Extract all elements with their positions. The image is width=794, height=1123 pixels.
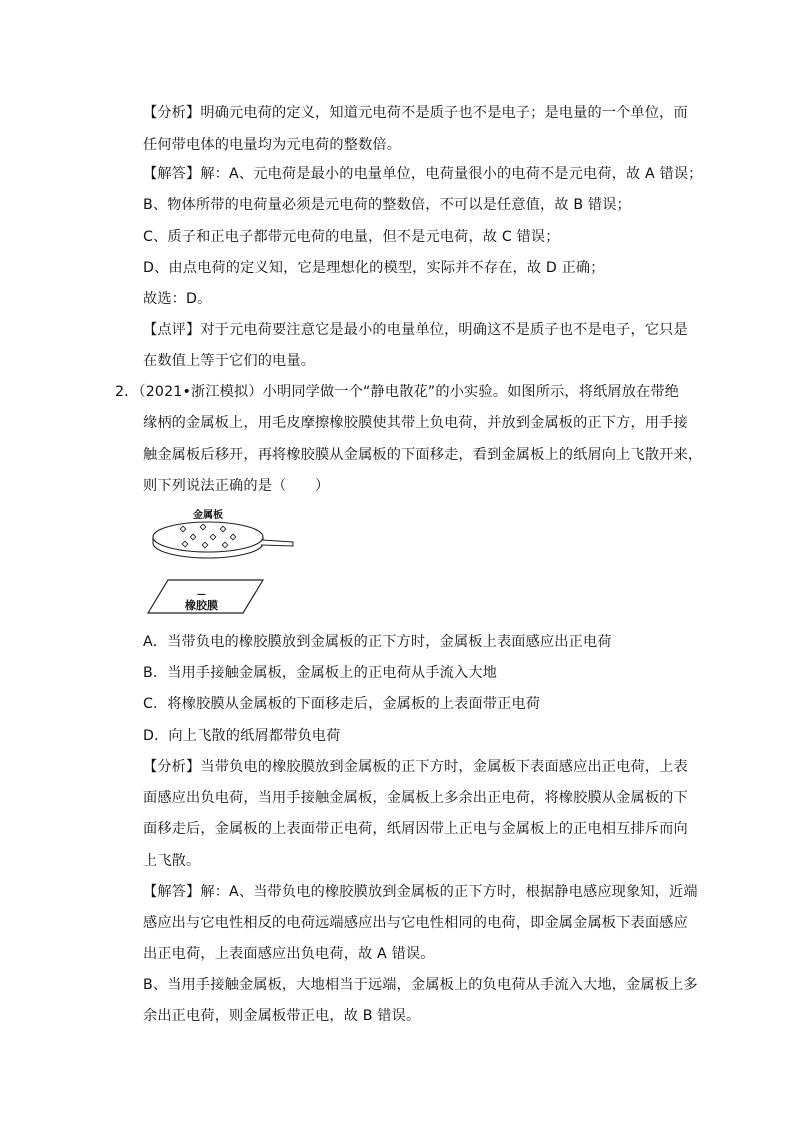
q2-answer-line-5: 余出正电荷，则金属板带正电，故 B 错误。 <box>143 1008 421 1024</box>
analysis-line-1: 【分析】明确元电荷的定义，知道元电荷不是质子也不是电子；是电量的一个单位，而 <box>143 105 688 121</box>
answer-line-1: 【解答】解：A、元电荷是最小的电量单位，电荷量很小的电荷不是元电荷，故 A 错误； <box>143 166 703 182</box>
answer-line-4: D、由点电荷的定义知，它是理想化的模型，实际并不存在，故 D 正确； <box>143 260 605 276</box>
q2-answer-line-2: 感应出与它电性相反的电荷远端感应出与它电性相同的电荷，即金属金属板下表面感应 <box>143 915 688 931</box>
option-a: A．当带负电的橡胶膜放到金属板的正下方时，金属板上表面感应出正电荷 <box>143 634 612 650</box>
option-b: B．当用手接触金属板，金属板上的正电荷从手流入大地 <box>143 665 497 681</box>
film-charge-sign: — <box>197 590 206 600</box>
answer-line-5: 故选：D。 <box>143 291 212 307</box>
question-stem-line-1: 2．（2021•浙江模拟）小明同学做一个“静电散花”的小实验。如图所示，将纸屑放在带绝 <box>115 384 680 400</box>
metal-plate <box>153 522 263 552</box>
question-stem-line-4: 则下列说法正确的是（ ） <box>143 478 330 494</box>
answer-line-2: B、物体所带的电荷量必须是元电荷的整数倍，不可以是任意值，故 B 错误； <box>143 197 631 213</box>
film-label: 橡胶膜 <box>185 599 218 612</box>
experiment-figure <box>143 505 301 617</box>
q2-analysis-line-3: 面移走后，金属板的上表面带正电荷，纸屑因带上正电与金属板上的正电相互排斥而向 <box>143 821 688 837</box>
comment-line-2: 在数值上等于它们的电量。 <box>143 353 316 369</box>
comment-line-1: 【点评】对于元电荷要注意它是最小的电量单位，明确这不是质子也不是电子，它只是 <box>143 322 688 338</box>
insulated-handle <box>261 540 293 546</box>
option-c: C．将橡胶膜从金属板的下面移走后，金属板的上表面带正电荷 <box>143 696 541 712</box>
q2-answer-line-1: 【解答】解：A、当带负电的橡胶膜放到金属板的正下方时，根据静电感应现象知，近端 <box>143 884 698 900</box>
q2-analysis-line-1: 【分析】当带负电的橡胶膜放到金属板的正下方时，金属板下表面感应出正电荷，上表 <box>143 759 688 775</box>
plate-label: 金属板 <box>193 510 223 521</box>
q2-answer-line-3: 出正电荷，上表面感应出负电荷，故 A 错误。 <box>143 946 435 962</box>
q2-analysis-line-4: 上飞散。 <box>143 853 201 869</box>
q2-analysis-line-2: 面感应出负电荷，当用手接触金属板，金属板上多余出正电荷，将橡胶膜从金属板的下 <box>143 790 688 806</box>
answer-line-3: C、质子和正电子都带元电荷的电量，但不是元电荷，故 C 错误； <box>143 229 560 245</box>
analysis-line-2: 任何带电体的电量均为元电荷的整数倍。 <box>143 137 402 153</box>
question-stem-line-3: 触金属板后移开，再将橡胶膜从金属板的下面移走，看到金属板上的纸屑向上飞散开来， <box>143 447 703 463</box>
q2-answer-line-4: B、当用手接触金属板，大地相当于远端，金属板上的负电荷从手流入大地，金属板上多 <box>143 977 698 993</box>
question-stem-line-2: 缘柄的金属板上，用毛皮摩擦橡胶膜使其带上负电荷，并放到金属板的正下方，用手接 <box>143 415 688 431</box>
option-d: D．向上飞散的纸屑都带负电荷 <box>143 728 341 744</box>
